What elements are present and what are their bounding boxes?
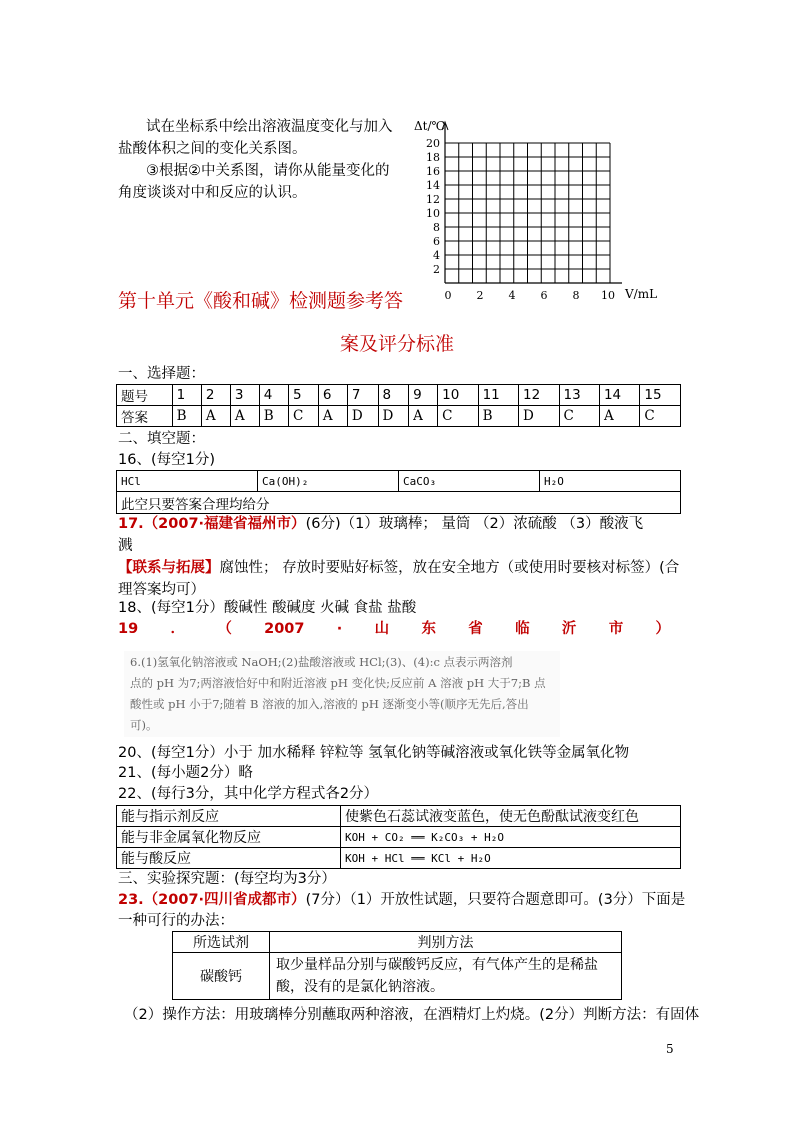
chart-y-tick: 12 (426, 193, 440, 206)
answer-table-qnum: 2 (201, 385, 230, 406)
answer-table-answer: C (640, 406, 681, 427)
q16-cell-4: H₂O (540, 471, 681, 492)
link-line (118, 557, 679, 579)
q19-source-line (118, 618, 670, 640)
chart-y-tick: 8 (433, 221, 440, 234)
chart-y-tick: 20 (426, 137, 440, 150)
q22-table (116, 805, 681, 869)
q23-part-2: （2）操作方法：用玻璃棒分别蘸取两种溶液，在酒精灯上灼烧。(2分）判断方法：有固体 (124, 1007, 700, 1023)
q19-source-char: ） (655, 621, 670, 637)
q17-text-2: 溅 (118, 538, 133, 554)
answer-table-answer: D (347, 406, 378, 427)
q23-method (270, 953, 622, 1000)
q22-row-2-right: KOH + CO₂ ══ K₂CO₃ + H₂O (341, 827, 681, 848)
q19-source-char: ． (170, 621, 185, 637)
table-row (173, 932, 622, 953)
q19-source-char: 2007 (264, 621, 305, 637)
q19-source-char: 省 (468, 621, 483, 637)
q22-row-3-left: 能与酸反应 (117, 848, 341, 869)
chart-x-tick: 0 (444, 289, 452, 302)
answer-table-answer: D (519, 406, 559, 427)
answer-table-answer: C (289, 406, 319, 427)
answer-table-qnum: 5 (289, 385, 319, 406)
answer-table-qnum: 7 (347, 385, 378, 406)
answer-table-qnum: 1 (172, 385, 201, 406)
answer-table-answer: C (559, 406, 599, 427)
link-text-2: 理答案均可） (118, 582, 205, 598)
section-3-heading: 三、实验探究题：(每空均为3分） (118, 871, 336, 887)
q19-scanned-image (124, 651, 560, 737)
answer-table-qnum: 4 (259, 385, 288, 406)
q19-scan-line-4: 可)。 (130, 718, 158, 732)
answer-table-answer: A (409, 406, 438, 427)
q19-scan-line-1: 6.(1)氢氧化钠溶液或 NaOH;(2)盐酸溶液或 HCl;(3)、(4):c 点表示两溶剂 (130, 655, 513, 669)
answer-table-qnum: 15 (640, 385, 681, 406)
chart-y-tick: 16 (426, 165, 440, 178)
chart-y-tick: 4 (433, 249, 440, 262)
q19-scan-line-3: 酸性或 pH 小于7;随着 B 溶液的加入,溶液的 pH 逐渐变小等(顺序无先后,答出 (130, 697, 529, 711)
chart-y-tick: 6 (433, 235, 440, 248)
chart-y-label: Δt/℃ (414, 119, 445, 133)
chart-y-tick: 2 (433, 263, 440, 276)
chart-x-tick: 2 (476, 289, 484, 302)
q22-row-3-right: KOH + HCl ══ KCl + H₂O (341, 848, 681, 869)
answer-table (116, 384, 681, 427)
q18-line: 18、(每空1分）酸碱性 酸碱度 火碱 食盐 盐酸 (118, 600, 417, 616)
q17-text: (6分)（1）玻璃棒； 量筒 （2）浓硫酸 （3）酸液飞 (305, 516, 644, 532)
q23-header-method: 判别方法 (270, 932, 622, 953)
chart-y-tick: 14 (426, 179, 440, 192)
q23-method-line-1: 取少量样品分别与碳酸钙反应，有气体产生的是稀盐 (276, 957, 598, 973)
q16-label: 16、(每空1分) (118, 452, 215, 468)
answer-table-qnum: 11 (478, 385, 518, 406)
answer-table-qnum: 9 (409, 385, 438, 406)
table-row (117, 471, 681, 492)
answer-table-answer: A (230, 406, 259, 427)
page-title-line-2: 案及评分标准 (340, 333, 455, 355)
answer-table-answer: B (259, 406, 288, 427)
answer-table-answer: A (318, 406, 347, 427)
q19-source-char: · (336, 621, 343, 637)
intro-line-1: 试在坐标系中绘出溶液温度变化与加入 (146, 119, 393, 135)
section-2-heading: 二、填空题： (118, 431, 205, 447)
intro-line-3: ③根据②中关系图，请你从能量变化的 (146, 163, 390, 179)
q23-method-line-2: 酸，没有的是氯化钠溶液。 (276, 979, 444, 995)
table-row (117, 385, 681, 406)
q23-header-reagent: 所选试剂 (173, 932, 270, 953)
q22-row-1-left: 能与指示剂反应 (117, 806, 341, 827)
chart-y-tick: 10 (426, 207, 440, 220)
table-row (173, 953, 622, 1000)
page-title-line-1: 第十单元《酸和碱》检测题参考答 (118, 290, 404, 312)
temperature-volume-chart (410, 110, 670, 305)
q19-source-char: 19 (118, 621, 139, 637)
intro-line-2: 盐酸体积之间的变化关系图。 (118, 141, 307, 157)
q20-line: 20、(每空1分）小于 加水稀释 锌粒等 氢氧化钠等碱溶液或氧化铁等金属氧化物 (118, 745, 630, 761)
chart-x-tick: 4 (508, 289, 516, 302)
answer-table-answer: B (478, 406, 518, 427)
q21-line: 21、(每小题2分）略 (118, 765, 253, 781)
q22-row-2-left: 能与非金属氧化物反应 (117, 827, 341, 848)
chart-x-tick: 8 (572, 289, 580, 302)
q19-source-char: （ (217, 621, 232, 637)
q16-note: 此空只要答案合理均给分 (117, 492, 681, 514)
answer-table-qnum: 12 (519, 385, 559, 406)
q23-text-2: 一种可行的办法： (118, 913, 234, 929)
table-row (117, 492, 681, 514)
q23-line (118, 889, 685, 911)
answer-table-answer: D (378, 406, 409, 427)
answer-table-qnum: 8 (378, 385, 409, 406)
q23-reagent: 碳酸钙 (173, 953, 270, 1000)
answer-table-header-label: 题号 (117, 385, 173, 406)
q16-cell-2: Ca(OH)₂ (258, 471, 399, 492)
link-label: 【联系与拓展】 (118, 560, 220, 576)
q16-cell-1: HCl (117, 471, 258, 492)
q19-scan-line-2: 点的 pH 为7;两溶液恰好中和附近溶液 pH 变化快;反应前 A 溶液 pH 大于7;B 点 (130, 676, 546, 690)
q22-line: 22、(每行3分，其中化学方程式各2分） (118, 786, 379, 802)
q22-row-1-right: 使紫色石蕊试液变蓝色，使无色酚酞试液变红色 (341, 806, 681, 827)
chart-x-tick: 10 (601, 289, 615, 302)
answer-table-answer-label: 答案 (117, 406, 173, 427)
q23-text: (7分）（1）开放性试题，只要符合题意即可。(3分）下面是 (305, 892, 686, 908)
answer-table-answer: B (172, 406, 201, 427)
q16-table (116, 470, 681, 514)
q17-source: 17.（2007·福建省福州市） (118, 516, 306, 532)
answer-table-qnum: 10 (438, 385, 478, 406)
answer-table-qnum: 14 (599, 385, 639, 406)
answer-table-answer: A (201, 406, 230, 427)
chart-grid (445, 143, 610, 283)
table-row (117, 827, 681, 848)
chart-x-tick: 6 (540, 289, 548, 302)
q19-source-char: 沂 (561, 621, 577, 637)
q16-cell-3: CaCO₃ (399, 471, 540, 492)
chart-x-label: V/mL (625, 287, 658, 301)
q17-line (118, 513, 643, 535)
answer-table-qnum: 6 (318, 385, 347, 406)
table-row (117, 848, 681, 869)
section-1-heading: 一、选择题： (118, 366, 205, 382)
answer-table-answer: C (438, 406, 478, 427)
table-row (117, 406, 681, 427)
q23-table (172, 931, 622, 1000)
q19-source-char: 东 (421, 621, 436, 637)
q19-source-char: 市 (608, 621, 624, 637)
answer-table-answer: A (599, 406, 639, 427)
answer-table-qnum: 3 (230, 385, 259, 406)
intro-line-4: 角度谈谈对中和反应的认识。 (118, 185, 307, 201)
answer-table-qnum: 13 (559, 385, 599, 406)
page-number: 5 (666, 1042, 674, 1056)
chart-y-tick: 18 (426, 151, 440, 164)
table-row (117, 806, 681, 827)
q19-source-char: 临 (515, 621, 530, 637)
link-text: 腐蚀性； 存放时要贴好标签，放在安全地方（或使用时要核对标签）(合 (219, 560, 680, 576)
q19-source-char: 山 (374, 621, 390, 637)
q23-source: 23.（2007·四川省成都市） (118, 892, 306, 908)
